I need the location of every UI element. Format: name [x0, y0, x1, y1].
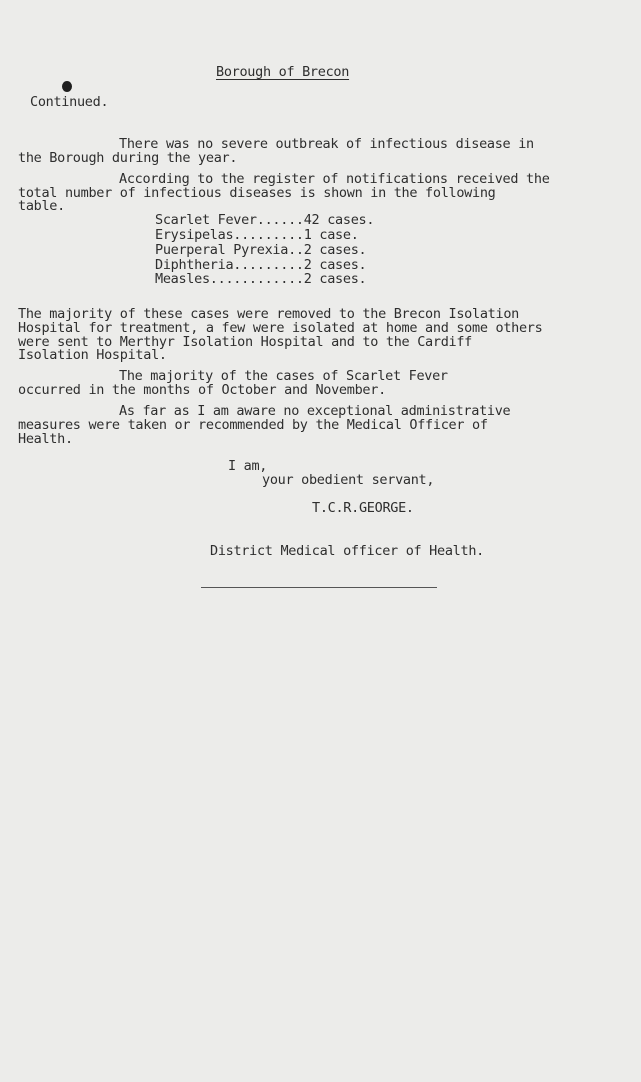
disease-table-row: Erysipelas.........1 case.	[155, 227, 359, 243]
ink-blot	[62, 81, 72, 92]
paragraph-outbreak-line: the Borough during the year.	[18, 150, 238, 166]
paragraph-scarlet-line: occurred in the months of October and November.	[18, 382, 386, 398]
paragraph-register-line: total number of infectious diseases is shown in the following	[18, 185, 496, 201]
paragraph-register-line: According to the register of notifications received the	[119, 171, 550, 187]
closing-line: your obedient servant,	[262, 472, 435, 488]
paragraph-measures-line: As far as I am aware no exceptional administrative	[119, 403, 511, 419]
paragraph-outbreak-line: There was no severe outbreak of infectious disease in	[119, 136, 534, 152]
paragraph-removal-line: were sent to Merthyr Isolation Hospital and to the Cardiff	[18, 334, 473, 350]
paragraph-measures-line: measures were taken or recommended by the Medical Officer of	[18, 417, 488, 433]
disease-table-row: Scarlet Fever......42 cases.	[155, 212, 375, 228]
continued-label: Continued.	[30, 94, 109, 110]
closing-line: I am,	[228, 458, 268, 474]
signature: T.C.R.GEORGE.	[312, 500, 414, 516]
paragraph-removal-line: Hospital for treatment, a few were isolated at home and some others	[18, 320, 543, 336]
signatory-title: District Medical officer of Health.	[210, 543, 484, 559]
paragraph-removal-line: The majority of these cases were removed to the Brecon Isolation	[18, 306, 519, 322]
paragraph-register-line: table.	[18, 198, 65, 214]
disease-table-row: Measles............2 cases.	[155, 271, 367, 287]
divider	[201, 587, 437, 588]
disease-table-row: Puerperal Pyrexia..2 cases.	[155, 242, 367, 258]
document-heading: Borough of Brecon	[216, 64, 350, 80]
disease-table-row: Diphtheria.........2 cases.	[155, 257, 367, 273]
paragraph-measures-line: Health.	[18, 431, 73, 447]
paragraph-removal-line: Isolation Hospital.	[18, 347, 167, 363]
paragraph-scarlet-line: The majority of the cases of Scarlet Fever	[119, 368, 448, 384]
